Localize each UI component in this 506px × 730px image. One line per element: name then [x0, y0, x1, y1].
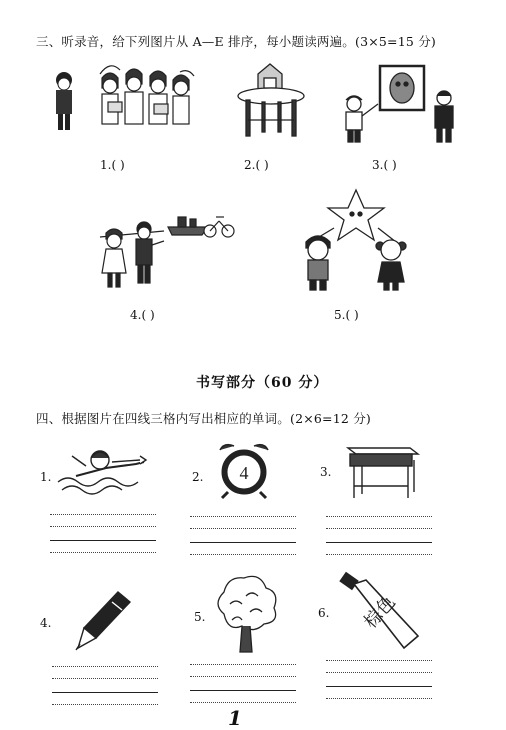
- swimming-icon: [56, 446, 148, 496]
- boy-girl-star-illustration: [300, 188, 420, 292]
- tree-icon: [210, 574, 282, 654]
- alarm-clock-icon: [214, 442, 274, 500]
- writing-lines[interactable]: [190, 660, 296, 704]
- item-label: 4.( ): [130, 308, 155, 322]
- boy-and-singing-girls-illustration: [50, 66, 200, 138]
- writing-lines[interactable]: [326, 656, 432, 700]
- girl-boy-ship-bicycle-illustration: [98, 205, 238, 295]
- boy-pointing-at-picture-illustration: [340, 64, 460, 144]
- paint-tube-icon: [336, 572, 422, 652]
- writing-section-title: 书写部分（60 分）: [196, 375, 329, 391]
- writing-lines[interactable]: [52, 662, 158, 706]
- pen-icon: [72, 588, 134, 652]
- item-label: 5.( ): [334, 308, 359, 322]
- item-number: 4.: [40, 616, 52, 630]
- item-number: 1.: [40, 470, 52, 484]
- clock-number: 4: [239, 463, 249, 483]
- section4-title: 四、根据图片在四线三格内写出相应的单词。(2×6=12 分): [36, 411, 371, 426]
- item-number: 2.: [192, 470, 204, 484]
- writing-lines[interactable]: [50, 510, 156, 554]
- page-number: 1: [228, 706, 242, 730]
- item-label: 3.( ): [372, 158, 397, 172]
- item-number: 3.: [320, 465, 332, 479]
- item-number: 6.: [318, 606, 330, 620]
- desk-icon: [344, 440, 420, 502]
- tube-label: 棕色: [360, 591, 400, 633]
- writing-lines[interactable]: [190, 512, 296, 556]
- table-with-toy-illustration: [236, 60, 306, 140]
- section3-title: 三、听录音，给下列图片从 A—E 排序，每小题读两遍。(3×5=15 分): [36, 34, 436, 49]
- item-number: 5.: [194, 610, 206, 624]
- item-label: 2.( ): [244, 158, 269, 172]
- writing-lines[interactable]: [326, 512, 432, 556]
- item-label: 1.( ): [100, 158, 125, 172]
